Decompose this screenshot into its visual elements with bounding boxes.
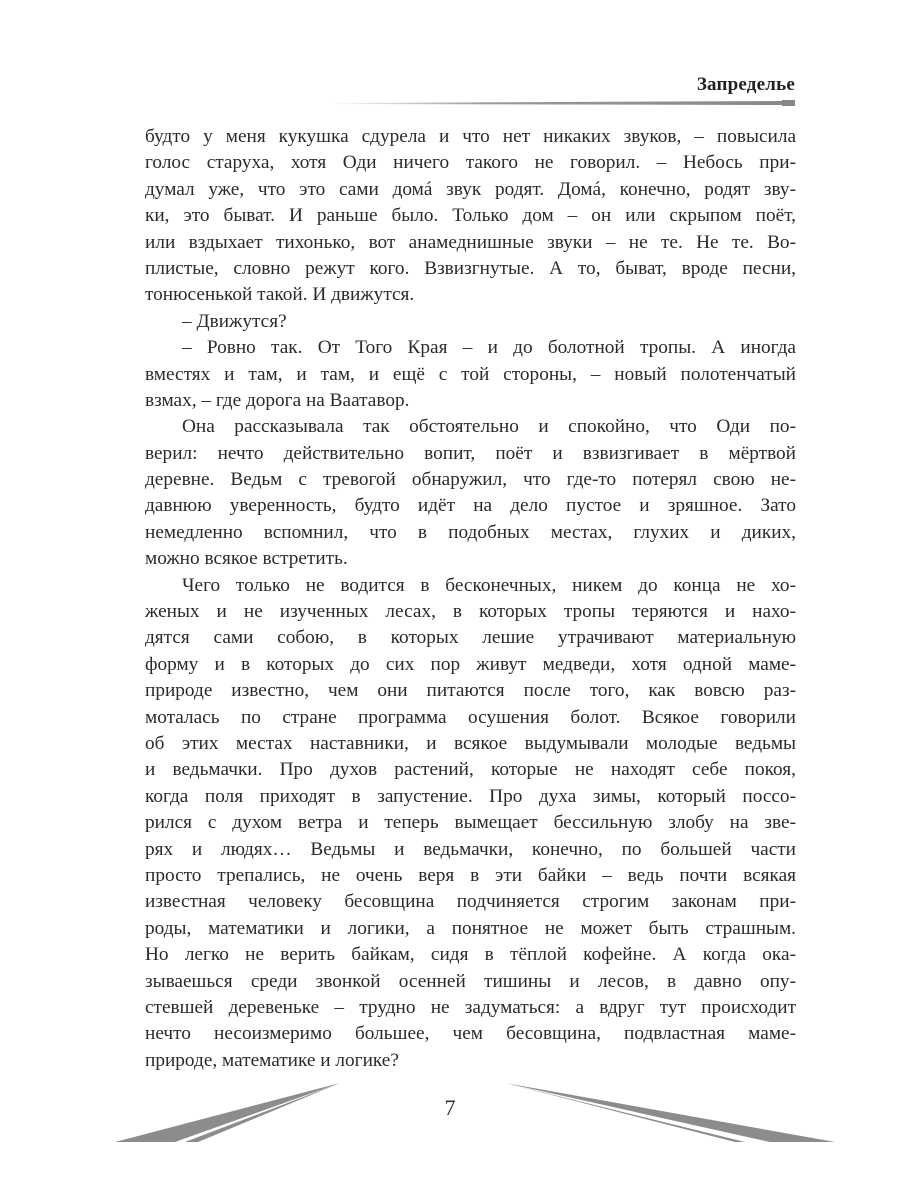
text-line: рился с духом ветра и теперь вымещает бессильную злобу на зве- (145, 812, 796, 834)
text-line: взмах, – где дорога на Ваатавор. (145, 389, 410, 411)
text-line: Чего только не водится в бесконечных, никем до конца не хо- (182, 574, 796, 596)
text-line: верил: нечто действительно вопит, поёт и взвизгивает в мёртвой (145, 442, 796, 464)
text-line: форму и в которых до сих пор живут медведи, хотя одной маме- (145, 653, 796, 675)
text-line: природе известно, чем они питаются после того, как вовсю раз- (145, 680, 796, 702)
text-line: нечто несоизмеримо большее, чем бесовщина, подвластная маме- (145, 1023, 796, 1045)
text-line: будто у меня кукушка сдурела и что нет никаких звуков, – повысила (145, 126, 796, 147)
running-header-title: Запределье (696, 74, 795, 95)
text-line: или вздыхает тихонько, вот анамеднишные звуки – не те. Не те. Во- (145, 231, 796, 253)
text-line: дятся сами собою, в которых лешие утрачивают материальную (145, 627, 796, 649)
text-line: просто трепались, не очень веря в эти байки – ведь почти всякая (145, 864, 796, 886)
text-line: женых и не изученных лесах, в которых тропы теряются и нахо- (145, 601, 796, 623)
text-line: известная человеку бесовщина подчиняется строгим законам при- (145, 891, 796, 913)
text-line: давнюю уверенность, будто идёт на дело пустое и зряшное. Зато (145, 495, 796, 517)
text-line: и ведьмачки. Про духов растений, которые не находят себе покоя, (145, 759, 796, 781)
text-line: можно всякое встретить. (145, 548, 348, 570)
page-number: 7 (444, 1095, 456, 1120)
text-line: об этих местах наставники, и всякое выдумывали молодые ведьмы (145, 732, 796, 754)
text-line: деревне. Ведьм с тревогой обнаружил, что где-то потерял свою не- (145, 469, 796, 491)
text-line: зываешься среди звонкой осенней тишины и лесов, в давно опу- (145, 970, 796, 992)
text-line: моталась по стране программа осушения болот. Всякое говорили (145, 706, 796, 728)
text-line: рях и людях… Ведьмы и ведьмачки, конечно, по большей части (145, 838, 796, 860)
text-line: тонюсенькой такой. И движутся. (145, 284, 415, 306)
text-line: думал уже, что это сами домá звук родят. Домá, конечно, родят зву- (145, 178, 796, 200)
text-line: – Ровно так. От Того Края – и до болотной тропы. А иногда (182, 337, 796, 359)
header-rule (330, 100, 795, 106)
text-line: роды, математики и логики, а понятное не может быть страшным. (145, 917, 796, 939)
text-line: немедленно вспомнил, что в подобных местах, глухих и диких, (145, 521, 796, 543)
text-line: природе, математике и логике? (145, 1049, 399, 1071)
text-line: вместях и там, и там, и ещё с той стороны, – новый полотенчатый (145, 363, 796, 385)
text-line: – Движутся? (182, 310, 287, 332)
text-line: голос старуха, хотя Оди ничего такого не говорил. – Небось при- (145, 152, 796, 174)
text-line: ки, это быват. И раньше было. Только дом – он или скрыпом поёт, (145, 205, 796, 227)
text-line: Она рассказывала так обстоятельно и спокойно, что Оди по- (182, 416, 796, 438)
text-line: Но легко не верить байкам, сидя в тёплой кофейне. А когда ока- (145, 944, 796, 966)
text-line: когда поля приходят в запустение. Про духа зимы, который поссо- (145, 785, 796, 807)
body-text (145, 124, 796, 1074)
text-line: стевшей деревеньке – трудно не задуматься: а вдруг тут происходит (145, 996, 796, 1018)
text-line: плистые, словно режут кого. Взвизгнутые. А то, быват, вроде песни, (145, 257, 796, 279)
